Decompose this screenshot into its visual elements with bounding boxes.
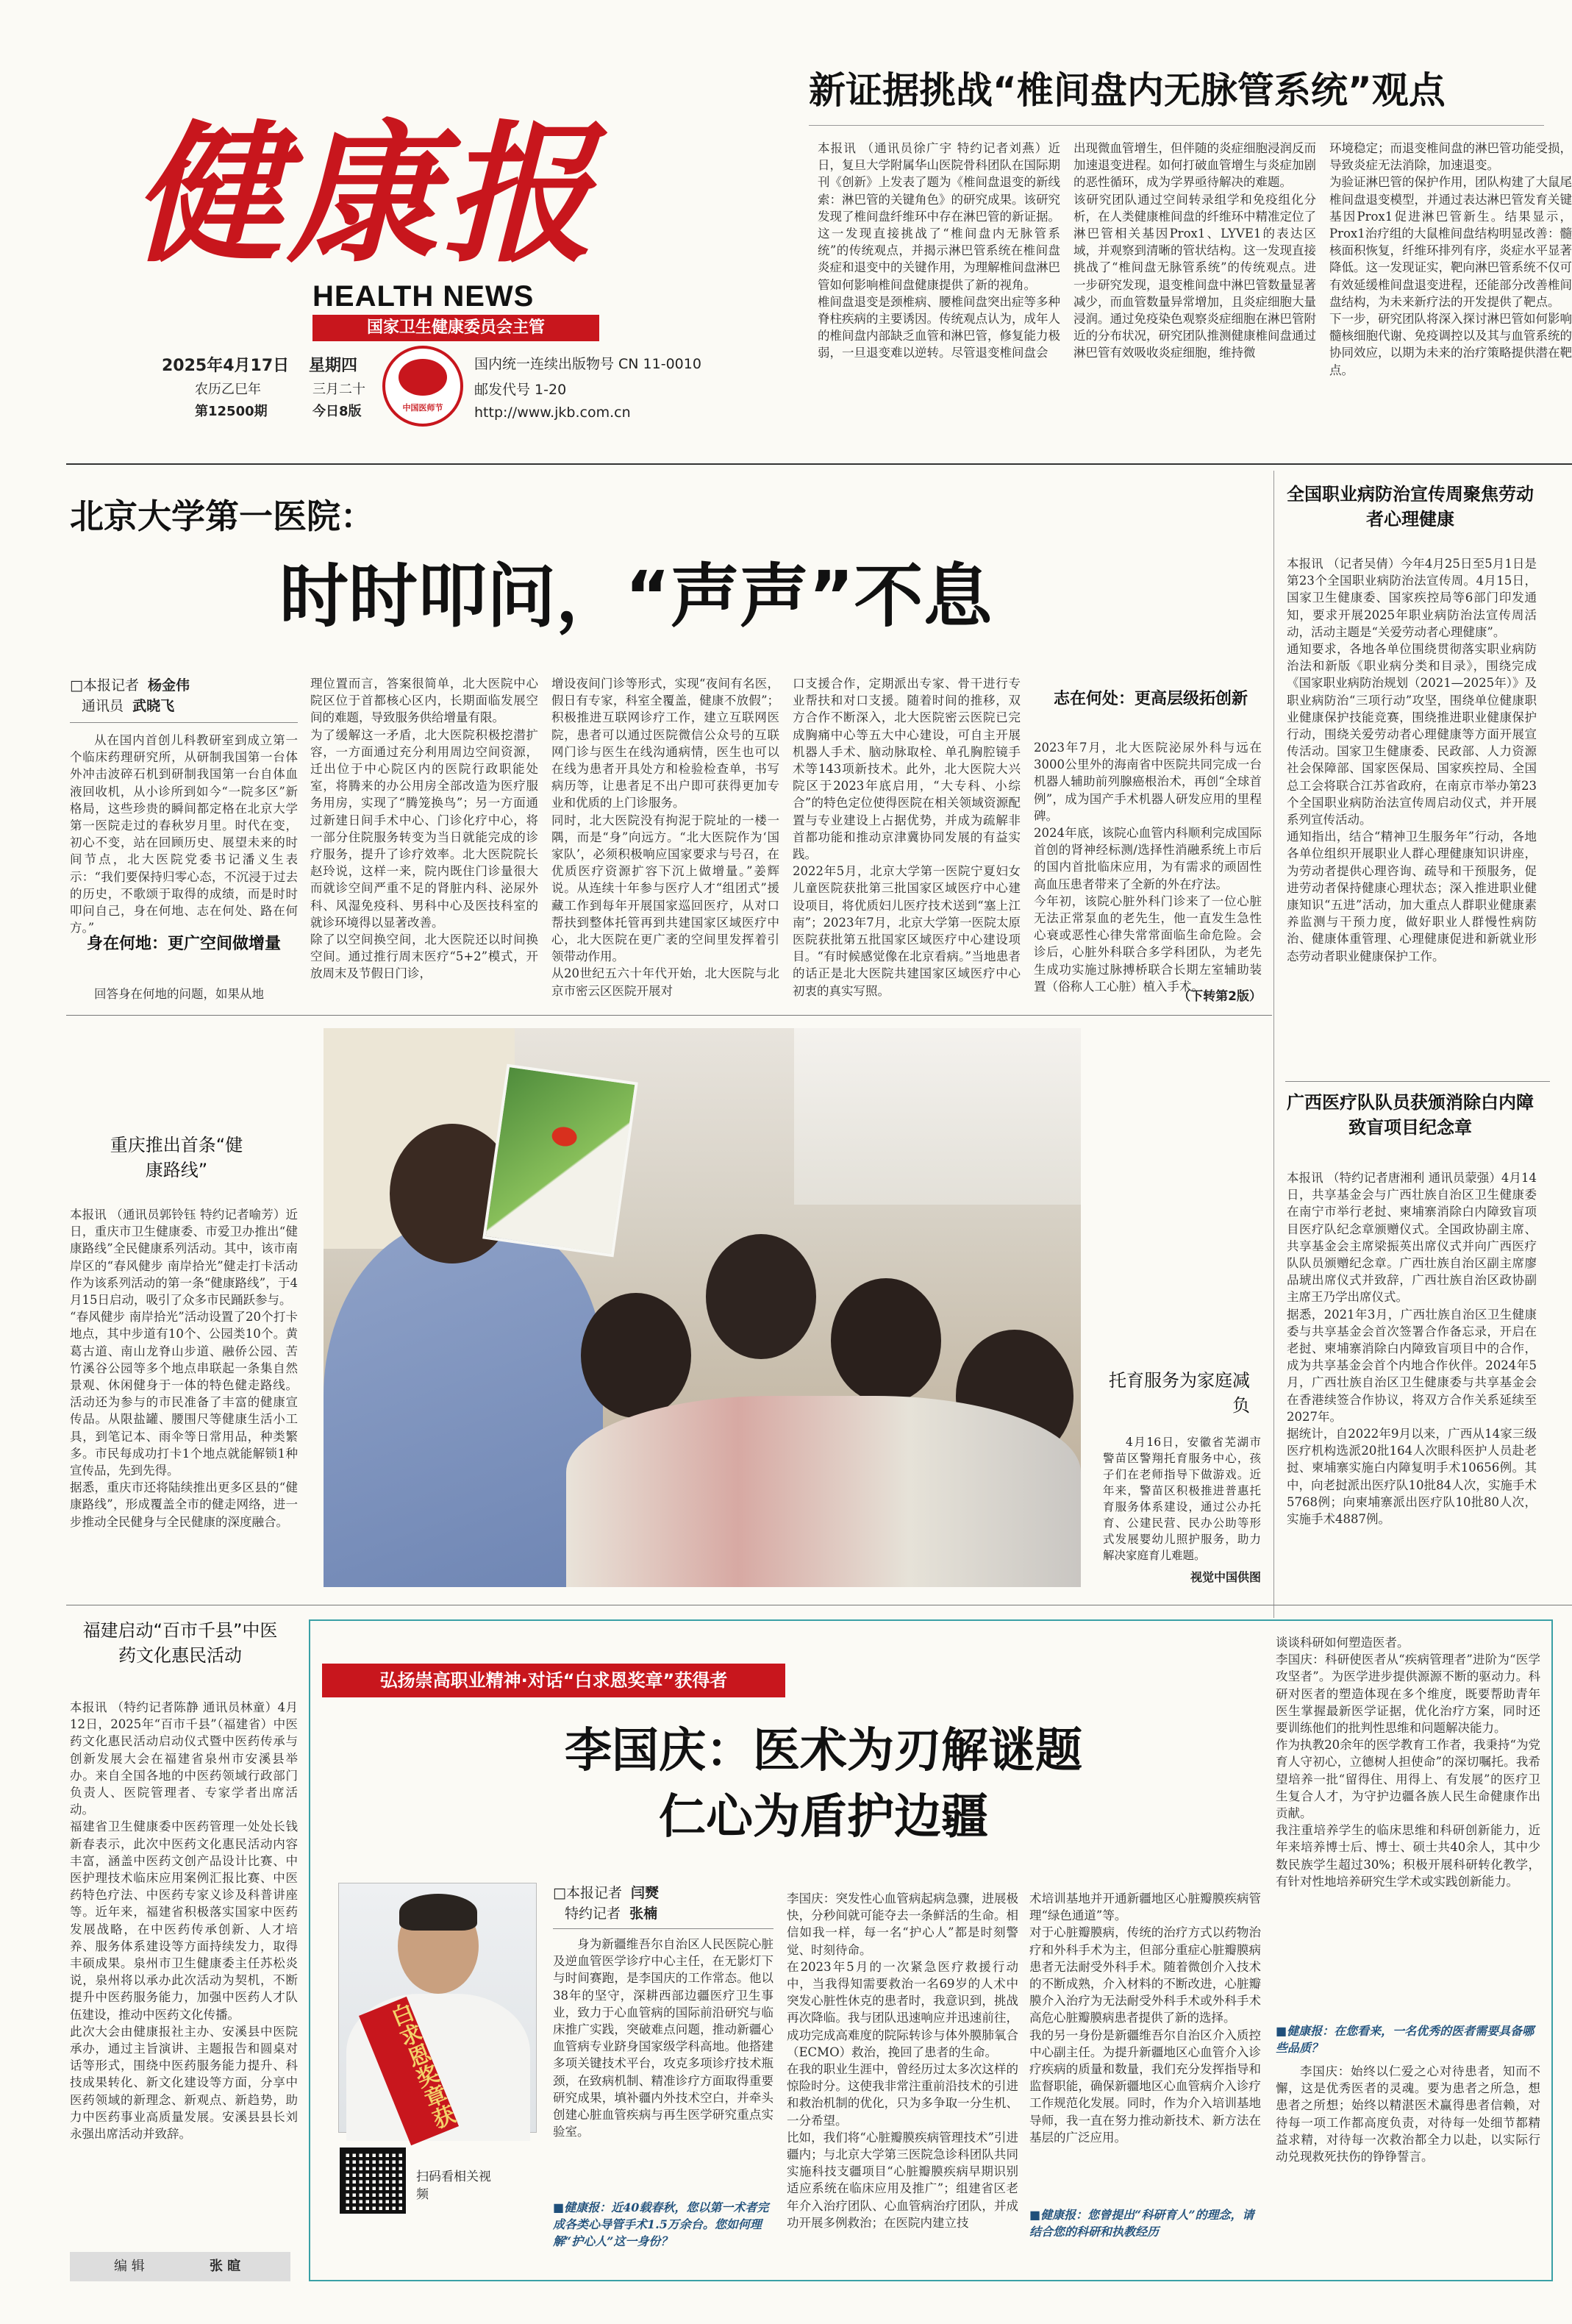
feature-q2: ■健康报：您曾提出“科研育人”的理念，请结合您的科研和执教经历 — [1029, 2208, 1254, 2239]
emblem — [382, 346, 463, 427]
qr-code[interactable] — [340, 2147, 406, 2214]
issue-weekday: 星期四 — [309, 357, 358, 375]
editor-box — [70, 2252, 290, 2281]
feature-col4: 谈谈科研如何塑造医者。 李国庆：科研使医者从“疾病管理者”进阶为“医学攻坚者”。为医学进步提供源源不断的驱动力。科研对医者的塑造体现在多个维度，既要帮助青年医生掌握最新医学证据，优化治疗方案，同时还要训练他们的批判性思维和问题解决能力。 作为执教20余年的医学教育工作者，我秉持“为党育人守初心，立德树人担使命”的深切嘱托。我希望培养一批“留得住、用得上、有发展”的医疗卫生复合人才，为守护边疆各族人民生命健康作出贡献。 我注重培养学生的临床思维和科研创新能力，近年来培养博士后、博士、硕士共40余人，其中少数民族学生超过30%；积极开展科研转化教学，有针对性地培养研究生学术或实践创新能力。 — [1276, 1636, 1540, 1889]
photo-ladybug-icon — [551, 1125, 578, 1147]
feature-byline — [553, 1883, 788, 1924]
post-code: 邮发代号 1-20 — [474, 382, 567, 398]
photo-teacher — [324, 1219, 603, 1587]
childcare-photo — [324, 1028, 1081, 1587]
pku-reporter: 杨金伟 — [148, 677, 190, 694]
photo-children-bodies — [566, 1396, 1081, 1587]
feature-col3: 术培训基地并开通新疆地区心脏瓣膜疾病管理“绿色通道”等。 对于心脏瓣膜病，传统的治疗方式以药物治疗和外科手术为主，但部分重症心脏瓣膜病患者无法耐受外科手术。随着微创介入技术的不断成熟，介入材料的不断改进，心脏瓣膜介入治疗为无法耐受外科手术或外科手术高危心脏瓣膜病患者提供了新的选择。 我的另一身份是新疆维吾尔自治区介入质控中心副主任。为提升新疆地区心血管介入诊疗疾病的质量和数量，我们充分发挥指导和监督职能，确保新疆地区心血管病介入诊疗工作规范化发展。同时，作为介入培训基地导师，我一直在努力推动新技术、新方法在基层的广泛应用。 — [1029, 1892, 1261, 2145]
gx-headline: 广西医疗队队员获颁消除白内障致盲项目纪念章 — [1287, 1092, 1534, 1138]
issue-number: 第12500期 — [195, 404, 268, 419]
fj-headline: 福建启动“百市千县”中医药文化惠民活动 — [82, 1620, 278, 1666]
editor-label: 编 辑 — [114, 2259, 145, 2274]
emblem-text: 中国医师节 — [402, 403, 443, 413]
feature-byline-rule — [553, 1928, 774, 1929]
lunar-year: 农历乙巳年 — [195, 382, 261, 397]
top-story-rule — [809, 125, 1544, 126]
editor-name: 张 暄 — [210, 2259, 241, 2274]
pku-byline-rule — [70, 722, 298, 723]
pku-reporter-label: □本报记者 — [70, 677, 139, 694]
right-column-rule — [1273, 471, 1274, 1618]
photo-child-3 — [831, 1278, 941, 1403]
photo-credit: 视觉中国供图 — [1190, 1570, 1261, 1584]
occ-rule — [1285, 1081, 1550, 1082]
pku-col5: 2023年7月，北大医院泌尿外科与远在3000公里外的海南省中医院共同完成一台机器人辅助前列腺癌根治术，再创“全球首例”，成为国产手术机器人研发应用的里程碑。 2024年底，该院心血管内科顺利完成国际首创的肾神经标测/选择性消融系统上市后的国内首批临床应用，为有需求的顽固性高血压患者带来了全新的外在疗法。 今年初，该院心脏外科门诊来了一位心脏无法正常泵血的老先生，他一直发生急性心衰或恶性心律失常常面临生命危险。会诊后，心脏外科联合多学科团队，为老先生成功实施过脉搏桥联合长期左室辅助装置（俗称人工心脏）植入手术。 — [1034, 741, 1262, 994]
pku-col2: 理位置而言，答案很简单，北大医院中心院区位于首都核心区内，长期面临发展空间的难题，导致服务供给增量有限。 为了缓解这一矛盾，北大医院积极挖潜扩容，一方面通过充分利用周边空间资源，迁出位于中心院区内的医院行政职能处室，将腾来的办公用房全部改造为医疗服务用房，实现了“腾笼换鸟”；另一方面通过新建日间手术中心、门诊化疗中心，将一部分住院服务转变为当日就能完成的诊疗服务，提升了诊疗效率。北大医院院长赵玲说，这样一来，院内既住门诊量很大而就诊空间严重不足的肾脏内科、泌尿外科、风湿免疫科、男科中心及医技科室的就诊环境得以显著改善。 除了以空间换空间，北大医院还以时间换空间。通过推行周末医疗“5+2”模式，开放周末及节假日门诊， — [310, 677, 538, 981]
feature-banner: 弘扬崇高职业精神·对话“白求恩奖章”获得者 — [322, 1664, 785, 1697]
qr-label: 扫码看相关视频 — [416, 2170, 491, 2202]
photo-child-2 — [706, 1234, 816, 1359]
cq-text: 本报讯 （通讯员郭铃钰 特约记者喻芳）近日，重庆市卫生健康委、市爱卫办推出“健康路线”全民健康系列活动。其中，该市南岸区的“春风健步 南岸拾光”健走打卡活动作为该系列活动的第一条“健康路线”，于4月15日启动，吸引了众多市民踊跃参与。 “春风健步 南岸拾光”活动设置了20个打卡地点，其中步道有10个、公园类10个。黄葛古道、南山龙脊山步道、融侨公园、苦竹溪谷公园等多个地点串联起一条集自然景观、休闲健身于一体的特色健走路线。活动还为参与的市民准备了丰富的健康宣传品。从限盐罐、腰围尺等健康生活小工具，到笔记本、雨伞等日常用品，种类繁多。市民每成功打卡1个地点就能解锁1种宣传品，先到先得。 据悉，重庆市还将陆续推出更多区县的“健康路线”，形成覆盖全市的健走网络，进一步推动全民健身与全民健康的深度融合。 — [70, 1208, 298, 1529]
pku-col4: 口支援合作，定期派出专家、骨干进行专业帮扶和对口支援。随着时间的推移，双方合作不断深入，北大医院密云医院已完成胸痛中心等五大中心建设，可自主开展机器人手术、脑动脉取栓、单孔胸腔镜手术等143项新技术。此外，北大医院大兴院区于2023年底启用，“大专科、小综合”的特色定位使得医院在相关领域资源配置与专业建设上占据优势，并成为疏解非首都功能和推动京津冀协同发展的有益实践。 2022年5月，北京大学第一医院宁夏妇女儿童医院获批第三批国家区域医疗中心建设项目，将优质妇儿医疗技术送到“塞上江南”；2023年7月，北京大学第一医院太原医院获批第五批国家区域医疗中心建设项目。“有时候感觉像在北京看病。”当地患者的话正是北大医院共建国家区域医疗中心初衷的真实写照。 — [793, 677, 1021, 998]
pku-correspondent-label: 通讯员 — [82, 698, 124, 714]
gx-text: 本报讯 （特约记者唐湘利 通讯员蒙强）4月14日，共享基金会与广西壮族自治区卫生健康委在南宁市举行老挝、柬埔寨消除白内障致盲项目医疗队纪念章颁赠仪式。全国政协副主席、共享基金会主席梁振英出席仪式并向广西医疗队队员颁赠纪念章。广西壮族自治区副主席廖品琥出席仪式并致辞，广西壮族自治区政协副主席王乃学出席仪式。 据悉，2021年3月，广西壮族自治区卫生健康委与共享基金会首次签署合作备忘录，开启在老挝、柬埔寨消除白内障致盲项目中的合作，成为共享基金会首个内地合作伙伴。2024年5月，广西壮族自治区卫生健康委与共享基金会在香港续签合作协议，将双方合作关系延续至2027年。 据统计，自2022年9月以来，广西从14家三级医疗机构选派20批164人次眼科医护人员赴老挝、柬埔寨实施白内障复明手术10656例。其中，向老挝派出医疗队10批84人次，实施手术5768例；向柬埔寨派出医疗队10批80人次，实施手术4887例。 — [1287, 1171, 1537, 1527]
masthead-sponsor: 国家卫生健康委员会主管 — [312, 315, 599, 341]
pku-continue[interactable]: （下转第2版） — [1178, 989, 1262, 1004]
issue-date: 2025年4月17日 — [162, 357, 290, 375]
feature-col5: 李国庆：始终以仁爱之心对待患者，知而不懈，这是优秀医者的灵魂。要为患者之所急，想患者之所想；始终以精湛医术赢得患者信赖，对待每一项工作都高度负责，对待每一处细节都精益求精，对待每一次救治都全力以赴，以实际行动兑现救死扶伤的铮铮誓言。 — [1276, 2064, 1540, 2164]
masthead-info — [162, 353, 809, 441]
feature-q3: ■健康报：在您看来，一名优秀的医者需要具备哪些品质？ — [1276, 2024, 1535, 2055]
feature-col1: 身为新疆维吾尔自治区人民医院心脏及逆血管医学诊疗中心主任，在无影灯下与时间赛跑，是李国庆的工作常态。他以38年的坚守，深耕西部边疆医疗卫生事业，致力于心血管病的国际前沿研究与临床推广实践，突破难点问题，推动新疆心血管病专业跻身国家级学科高地。他搭建多项关键技术平台，攻克多项诊疗技术瓶颈，在致病机制、精准诊疗方面取得重要研究成果，填补疆内外技术空白，并牵头创建心脏血管疾病与再生医学研究重点实验室。 — [553, 1937, 774, 2139]
cq-headline: 重庆推出首条“健康路线” — [110, 1135, 243, 1180]
occ-text: 本报讯 （记者吴倩）今年4月25日至5月1日是第23个全国职业病防治法宣传周。4月15日，国家卫生健康委、国家疾控局等6部门印发通知，要求开展2025年职业病防治法宣传周活动，活动主题是“关爱劳动者心理健康”。 通知要求，各地各单位围绕贯彻落实职业病防治法和新版《职业病分类和目录》，围绕完成《国家职业病防治规划（2021—2025年）》及职业病防治“三项行动”攻坚，围绕单位健康职业健康保护技能竞赛，围绕推进职业健康保护行动，围绕关爱劳动者心理健康等方面开展宣传活动。国家卫生健康委、民政部、人力资源社会保障部、国家医保局、国家疾控局、全国总工会将联合江苏省政府，在南京市举办第23个全国职业病防治法宣传周启动仪式，并开展系列宣传活动。 通知指出，结合“精神卫生服务年”行动，各地各单位组织开展职业人群心理健康知识讲座，为劳动者提供心理咨询、疏导和干预服务，促进劳动者保持健康心理状态；深入推进职业健康知识“五进”活动，加大重点人群职业健康素养监测与干预力度，做好职业人群慢性病防治、健康体重管理、心理健康促进和新就业形态劳动者职业健康保护工作。 — [1287, 557, 1537, 963]
feature-correspondent: 张楠 — [629, 1906, 658, 1922]
masthead-logo: 健康报 — [132, 107, 598, 283]
fj-text: 本报讯 （特约记者陈静 通讯员林童）4月12日，2025年“百市千县”（福建省）中医药文化惠民活动启动仪式暨中医药传承与创新发展大会在福建省泉州市安溪县举办。来自全国各地的中医药领域行政部门负责人、医院管理者、专家学者出席活动。 福建省卫生健康委中医药管理一处处长钱新春表示，此次中医药文化惠民活动内容丰富，涵盖中医药文创产品设计比赛、中医护理技术临床应用案例汇报比赛、中医药特色疗法、中医药专家义诊及科普讲座等。近年来，福建省积极落实国家中医药发展战略，在中医药传承创新、人才培养、服务体系建设等方面持续发力，取得丰硕成果。泉州市卫生健康委主任苏松炎说，泉州将以承办此次活动为契机，不断提升中医药服务能力，加强中医药人才队伍建设，推动中医药文化传播。 此次大会由健康报社主办、安溪县中医院承办，通过主旨演讲、主题报告和圆桌对话等形式，围绕中医药服务能力提升、科技成果转化、新文化建设等方面，分享中医药领域的新理念、新观点、新趋势，助力中医药事业高质量发展。安溪县县长刘永强出席活动并致辞。 — [70, 1700, 298, 2142]
feature-reporter: 闫燹 — [631, 1885, 660, 1901]
pku-col1b: 回答身在何地的问题，如果从地 — [94, 987, 264, 1001]
occ-headline: 全国职业病防治宣传周聚焦劳动者心理健康 — [1287, 484, 1534, 530]
top-story-col1: 本报讯 （通讯员徐广宇 特约记者刘燕）近日，复旦大学附属华山医院骨科团队在国际期刊《创新》上发表了题为《椎间盘退变的新线索：淋巴管的关键角色》的研究成果。该研究发现了椎间盘纤维环中存在淋巴管的新证据。这一发现直接挑战了“椎间盘内无脉管系统”的传统观点，并揭示淋巴管系统在椎间盘炎症和退变中的关键作用，为理解椎间盘淋巴管如何影响椎间盘健康提供了新的视角。 椎间盘退变是颈椎病、腰椎间盘突出症等多种脊柱疾病的主要诱因。传统观点认为，成年人的椎间盘内部缺乏血管和淋巴管，修复能力极弱，一旦退变难以逆转。尽管退变椎间盘会 — [818, 141, 1060, 360]
feature-reporter-label: □本报记者 — [553, 1885, 622, 1901]
lunar-day: 三月二十 — [312, 382, 365, 397]
pku-headline: 时时叩问，“声声”不息 — [279, 557, 993, 637]
pku-col1: 从在国内首创儿科教研室到成立第一个临床药理研究所，从研制我国第一台体外冲击波碎石机到研制我国第一台自体血液回收机，从小诊所到如今“一院多区”新格局，这些珍贵的瞬间都定格在北京大学第一医院走过的春秋岁月里。时代在变，初心不变，站在回顾历史、展望未来的时间节点，北大医院党委书记潘义生表示：“我们要保持归零心态，不沉浸于过去的历史，不歌颂于取得的成绩，而是时时叩问自己，身在何地、志在何处、路在何方。” — [70, 733, 298, 935]
website-url[interactable]: http://www.jkb.com.cn — [474, 404, 631, 421]
top-story-col3: 环境稳定；而退变椎间盘的淋巴管功能受损，导致炎症无法消除，加速退变。 为验证淋巴管的保护作用，团队构建了大鼠尾椎间盘退变模型，并通过表达淋巴管发育关键基因Prox1促进淋巴管新生。结果显示，Prox1治疗组的大鼠椎间盘结构明显改善：髓核面积恢复，纤维环排列有序，炎症水平显著降低。这一发现证实，靶向淋巴管系统不仅可有效延缓椎间盘退变进程，还能部分改善椎间盘结构，为未来新疗法的开发提供了靶点。 下一步，研究团队将深入探讨淋巴管如何影响髓核细胞代谢、免疫调控以及其与血管系统的协同效应，以期为未来的治疗策略提供潜在靶点。 — [1329, 141, 1572, 377]
feature-col2: 李国庆：突发性心血管病起病急骤，进展极快，分秒间就可能夺去一条鲜活的生命。相信如我一样，每一名“护心人”都是时刻警觉、时刻待命。 在2023年5月的一次紧急医疗救援行动中，当我得知需要救治一名69岁的人术中突发心脏性休克的患者时，我意识到，挑战再次降临。我与团队迅速响应并迅速前往，成功完成高难度的院际转诊与体外膜肺氧合（ECMO）救治，挽回了患者的生命。 在我的职业生涯中，曾经历过太多次这样的惊险时分。这使我非常注重前沿技术的引进和救治机制的优化，只为多争取一分生机、一分希望。 比如，我们将“心脏瓣膜疾病管理技术”引进疆内；与北京大学第三医院急诊科团队共同实施科技支疆项目“心脏瓣膜疾病早期识别适应系统在临床应用及推广”；组建省区老年介入治疗团队、心血管病治疗团队，并成功开展多例救治；在医院内建立技 — [787, 1892, 1018, 2230]
photo-picture-card — [482, 1064, 638, 1258]
photo-caption: 4月16日，安徽省芜湖市警苗区警翔托育服务中心，孩子们在老师指导下做游戏。近年来，警苗区积极推进普惠托育服务体系建设，通过公办托育、公建民营、民办公助等形式发展婴幼儿照护服务，助力解决家庭育儿难题。 — [1103, 1436, 1261, 1562]
feature-q1: ■健康报：近40载春秋，您以第一术者完成各类心导管手术1.5万余台。您如何理解“护心人”这一身份？ — [553, 2200, 769, 2248]
top-divider — [66, 463, 1572, 465]
photo-caption-title: 托育服务为家庭减负 — [1109, 1370, 1250, 1416]
photo-child-1 — [581, 1293, 691, 1418]
feature-portrait — [338, 1883, 537, 2133]
pku-subhead-1: 身在何地：更广空间做增量 — [86, 935, 281, 953]
top-story-col2: 出现微血管增生，但伴随的炎症细胞浸润反而加速退变进程。如何打破血管增生与炎症加剧的恶性循环，成为学界亟待解决的难题。 该研究团队通过空间转录组学和免疫组化分析，在人类健康椎间盘的纤维环中精准定位了淋巴管相关基因Prox1、LYVE1的表达区域，并观察到清晰的管状结构。这一发现直接挑战了“椎间盘无脉管系统”的传统观点。进一步研究发现，退变椎间盘中淋巴管数量显著减少，而血管数量异常增加，且炎症细胞大量浸润。通过免疫染色观察炎症细胞在淋巴管附近的分布状况，研究团队推测健康椎间盘通过淋巴管有效吸收炎症细胞，维持微 — [1073, 141, 1316, 360]
portrait-hair — [399, 1894, 477, 1931]
portrait-sash-text: 白求恩奖章获 — [384, 2000, 458, 2133]
cn-number: 国内统一连续出版物号 CN 11-0010 — [474, 356, 701, 372]
pku-kicker: 北京大学第一医院： — [70, 496, 374, 536]
pku-correspondent: 武晓飞 — [132, 698, 175, 714]
mid-divider — [66, 1015, 1272, 1016]
pku-byline — [70, 675, 312, 716]
feature-headline-2: 仁心为盾护边疆 — [659, 1790, 988, 1844]
pku-subhead-2: 志在何处：更高层级拓创新 — [1053, 690, 1248, 708]
feature-headline-1: 李国庆：医术为刃解谜题 — [565, 1724, 1082, 1778]
masthead-english: HEALTH NEWS — [312, 280, 535, 313]
photo-window — [794, 1028, 1081, 1205]
top-story-headline: 新证据挑战“椎间盘内无脉管系统”观点 — [809, 69, 1446, 112]
feature-correspondent-label: 特约记者 — [565, 1906, 621, 1922]
emblem-icon — [399, 359, 447, 396]
pku-col3: 增设夜间门诊等形式，实现“夜间有名医，假日有专家，科室全覆盖，健康不放假”；积极推进互联网诊疗工作，建立互联网医院，患者可以通过医院微信公众号的互联网门诊与医生在线沟通病情，医生也可以在线为患者开具处方和检验检查单，书写病历等，让患者足不出户即可获得更加专业和优质的上门诊服务。 同时，北大医院没有拘泥于院址的一楼一隅，而是“身”向远方。“北大医院作为‘国家队’，必须积极响应国家要求与号召，在优质医疗资源扩容下沉上做增量。”姜辉说。从连续十年参与医疗人才“组团式”援藏工作到每年开展国家巡回医疗，从对口帮扶到整体托管再到共建国家区域医疗中心，北大医院在更广袤的空间里发挥着引领带动作用。 从20世纪五六十年代开始，北大医院与北京市密云区医院开展对 — [551, 677, 779, 998]
page-count: 今日8版 — [312, 404, 362, 419]
